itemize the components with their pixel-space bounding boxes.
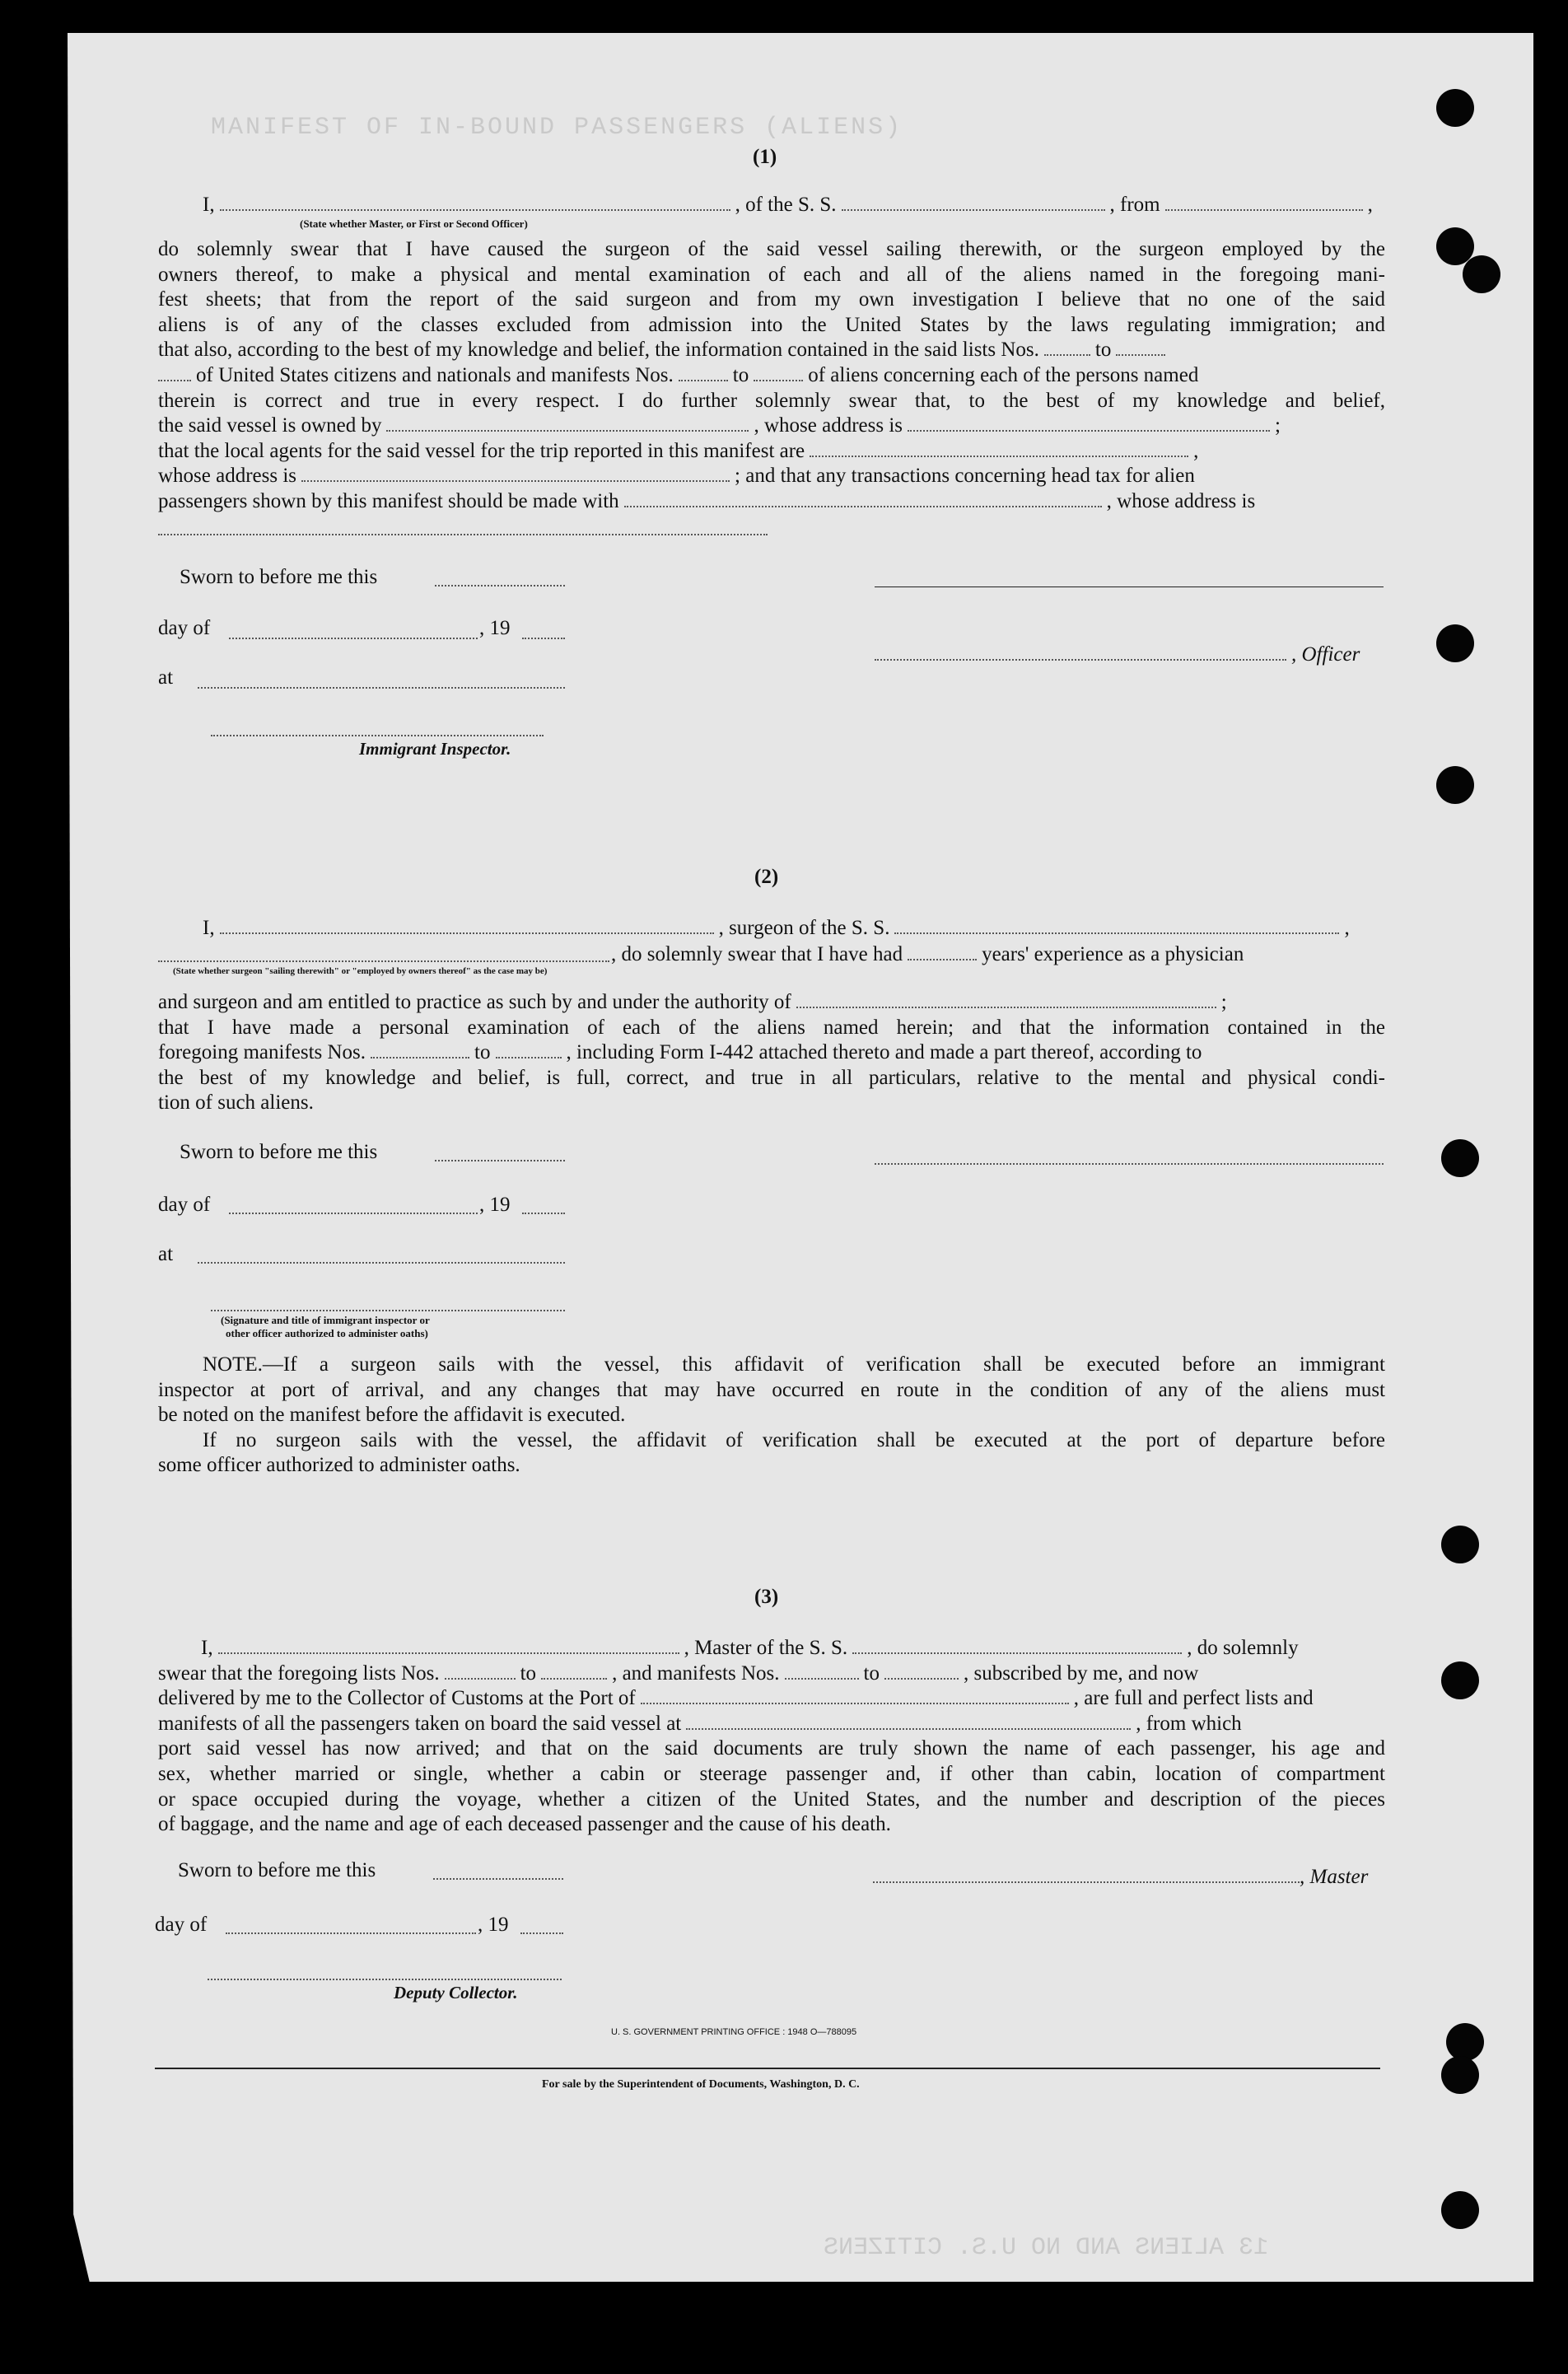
deputy-collector-label: Deputy Collector. <box>394 1983 518 2002</box>
instruction-note: (State whether Master, or First or Second Officer) <box>300 217 528 230</box>
statement-line: I, , of the S. S. , from , <box>203 194 1373 216</box>
signature-line <box>875 1163 1384 1165</box>
blank-line <box>435 585 565 586</box>
printing-office-line: U. S. GOVERNMENT PRINTING OFFICE : 1948 O—788095 <box>611 2027 857 2037</box>
blank-line <box>158 534 768 535</box>
punch-hole <box>1436 766 1474 804</box>
blank-line <box>875 659 1286 661</box>
blank-line <box>522 638 565 639</box>
master-label: , Master <box>1300 1866 1369 1888</box>
punch-hole <box>1463 255 1500 293</box>
bleed-through-text: MANIFEST OF IN-BOUND PASSENGERS (ALIENS) <box>211 114 903 142</box>
instruction-note: (Signature and title of immigrant inspector or <box>221 1314 430 1326</box>
at-label: at <box>158 666 174 689</box>
instruction-note: other officer authorized to administer oaths) <box>226 1327 428 1339</box>
sworn-label: Sworn to before me this <box>178 1859 376 1881</box>
blank-line <box>433 1878 563 1880</box>
day-of-label: day of <box>158 617 211 639</box>
signature-line <box>211 1310 565 1311</box>
sale-notice: For sale by the Superintendent of Documents, Washington, D. C. <box>542 2078 860 2091</box>
punch-hole <box>1441 1661 1479 1699</box>
signature-line <box>873 1881 1300 1883</box>
year-label: , 19 <box>479 617 511 639</box>
day-of-label: day of <box>155 1914 208 1936</box>
blank-line <box>226 1932 476 1934</box>
punch-hole <box>1446 2023 1484 2061</box>
officer-label: , Officer <box>1291 643 1360 666</box>
section-number: (1) <box>753 146 777 168</box>
punch-hole <box>1441 1139 1479 1177</box>
statement-line: I, , surgeon of the S. S. , <box>203 917 1350 939</box>
punch-hole <box>1436 624 1474 662</box>
punch-hole <box>1441 1526 1479 1563</box>
sworn-label: Sworn to before me this <box>180 1141 378 1163</box>
oath-paragraph: do solemnly swear that I have caused the surgeon of the said vessel sailing therewith, or the surgeon employed by the owners thereof, to make a physical and mental examination of each and all of the aliens named in the foregoing mani- fest sheets; that from the report of the said surgeon and from my own investigation I believe that no one of the said aliens is of any of the classes excluded from admission into the United States by the laws regulating immigration; and that also, according to the best of my knowledge and belief, the information contained in the said lists Nos. to of United States citizens and nationals and manifests Nos. to of aliens concerning each of the persons named therein is correct and true in every respect. I do further solemnly swear that, to the best of my knowledge and belief, the said vessel is owned by , whose address is ; that the local agents for the said vessel for the trip reported in this manifest are , whose address is ; and that any transactions concerning head tax for alien passengers shown by this manifest should be made with , whose address is <box>158 238 1385 512</box>
oath-paragraph: I, , Master of the S. S. , do solemnly swear that the foregoing lists Nos. to , and manifests Nos. to , subscribed by me, and now delivered by me to the Collector of Customs at the Port of , are full and perfect lists and manifests of all the passengers taken on board the said vessel at , from which port said vessel has now arrived; and that on the said documents are truly shown the name of each passenger, his age and sex, whether married or single, whether a cabin or steerage passenger and, if other than cabin, location of compartment or space occupied during the voyage, whether a citizen of the United States, and the number and description of the pieces of baggage, and the name and age of each deceased passenger and the cause of his death. <box>158 1637 1385 1836</box>
year-label: , 19 <box>479 1194 511 1216</box>
inspector-label: Immigrant Inspector. <box>359 739 511 759</box>
signature-line <box>875 586 1384 587</box>
section-number: (3) <box>754 1586 779 1608</box>
blank-line <box>158 960 609 962</box>
blank-line <box>198 687 565 689</box>
punch-hole <box>1441 2056 1479 2094</box>
note-paragraph: NOTE.—If a surgeon sails with the vessel, this affidavit of verification shall be executed before an immigrant inspector at port of arrival, and any changes that may have occurred en route in the condition of any of the aliens must be noted on the manifest before the affidavit is executed. If no surgeon sails with the vessel, the affidavit of verification shall be executed at the port of departure before some officer authorized to administer oaths. <box>158 1353 1385 1477</box>
punch-hole <box>1436 89 1474 127</box>
sworn-label: Sworn to before me this <box>180 566 378 588</box>
blank-line <box>520 1932 563 1934</box>
year-label: , 19 <box>478 1914 509 1936</box>
punch-hole <box>1441 2191 1479 2229</box>
blank-line <box>522 1213 565 1214</box>
statement-line: , do solemnly swear that I have had years' experience as a physician <box>611 943 1244 965</box>
bleed-through-text: 13 ALIENS AND NO U.S. CITIZENS <box>824 2234 1269 2262</box>
section-number: (2) <box>754 866 779 888</box>
blank-line <box>229 638 478 639</box>
footer-rule <box>155 2068 1380 2069</box>
instruction-note: (State whether surgeon "sailing therewith" or "employed by owners thereof" as the case may be) <box>173 966 548 976</box>
oath-paragraph: and surgeon and am entitled to practice as such by and under the authority of ; that I have made a personal examination of each of the aliens named herein; and that the information contained in the foregoing manifests Nos. to , including Form I-442 attached thereto and made a part thereof, according to the best of my knowledge and belief, is full, correct, and true in all particulars, relative to the mental and physical condi- tion of such aliens. <box>158 991 1385 1115</box>
blank-line <box>198 1262 565 1264</box>
at-label: at <box>158 1243 174 1265</box>
blank-line <box>229 1213 478 1214</box>
blank-line <box>435 1160 565 1161</box>
day-of-label: day of <box>158 1194 211 1216</box>
